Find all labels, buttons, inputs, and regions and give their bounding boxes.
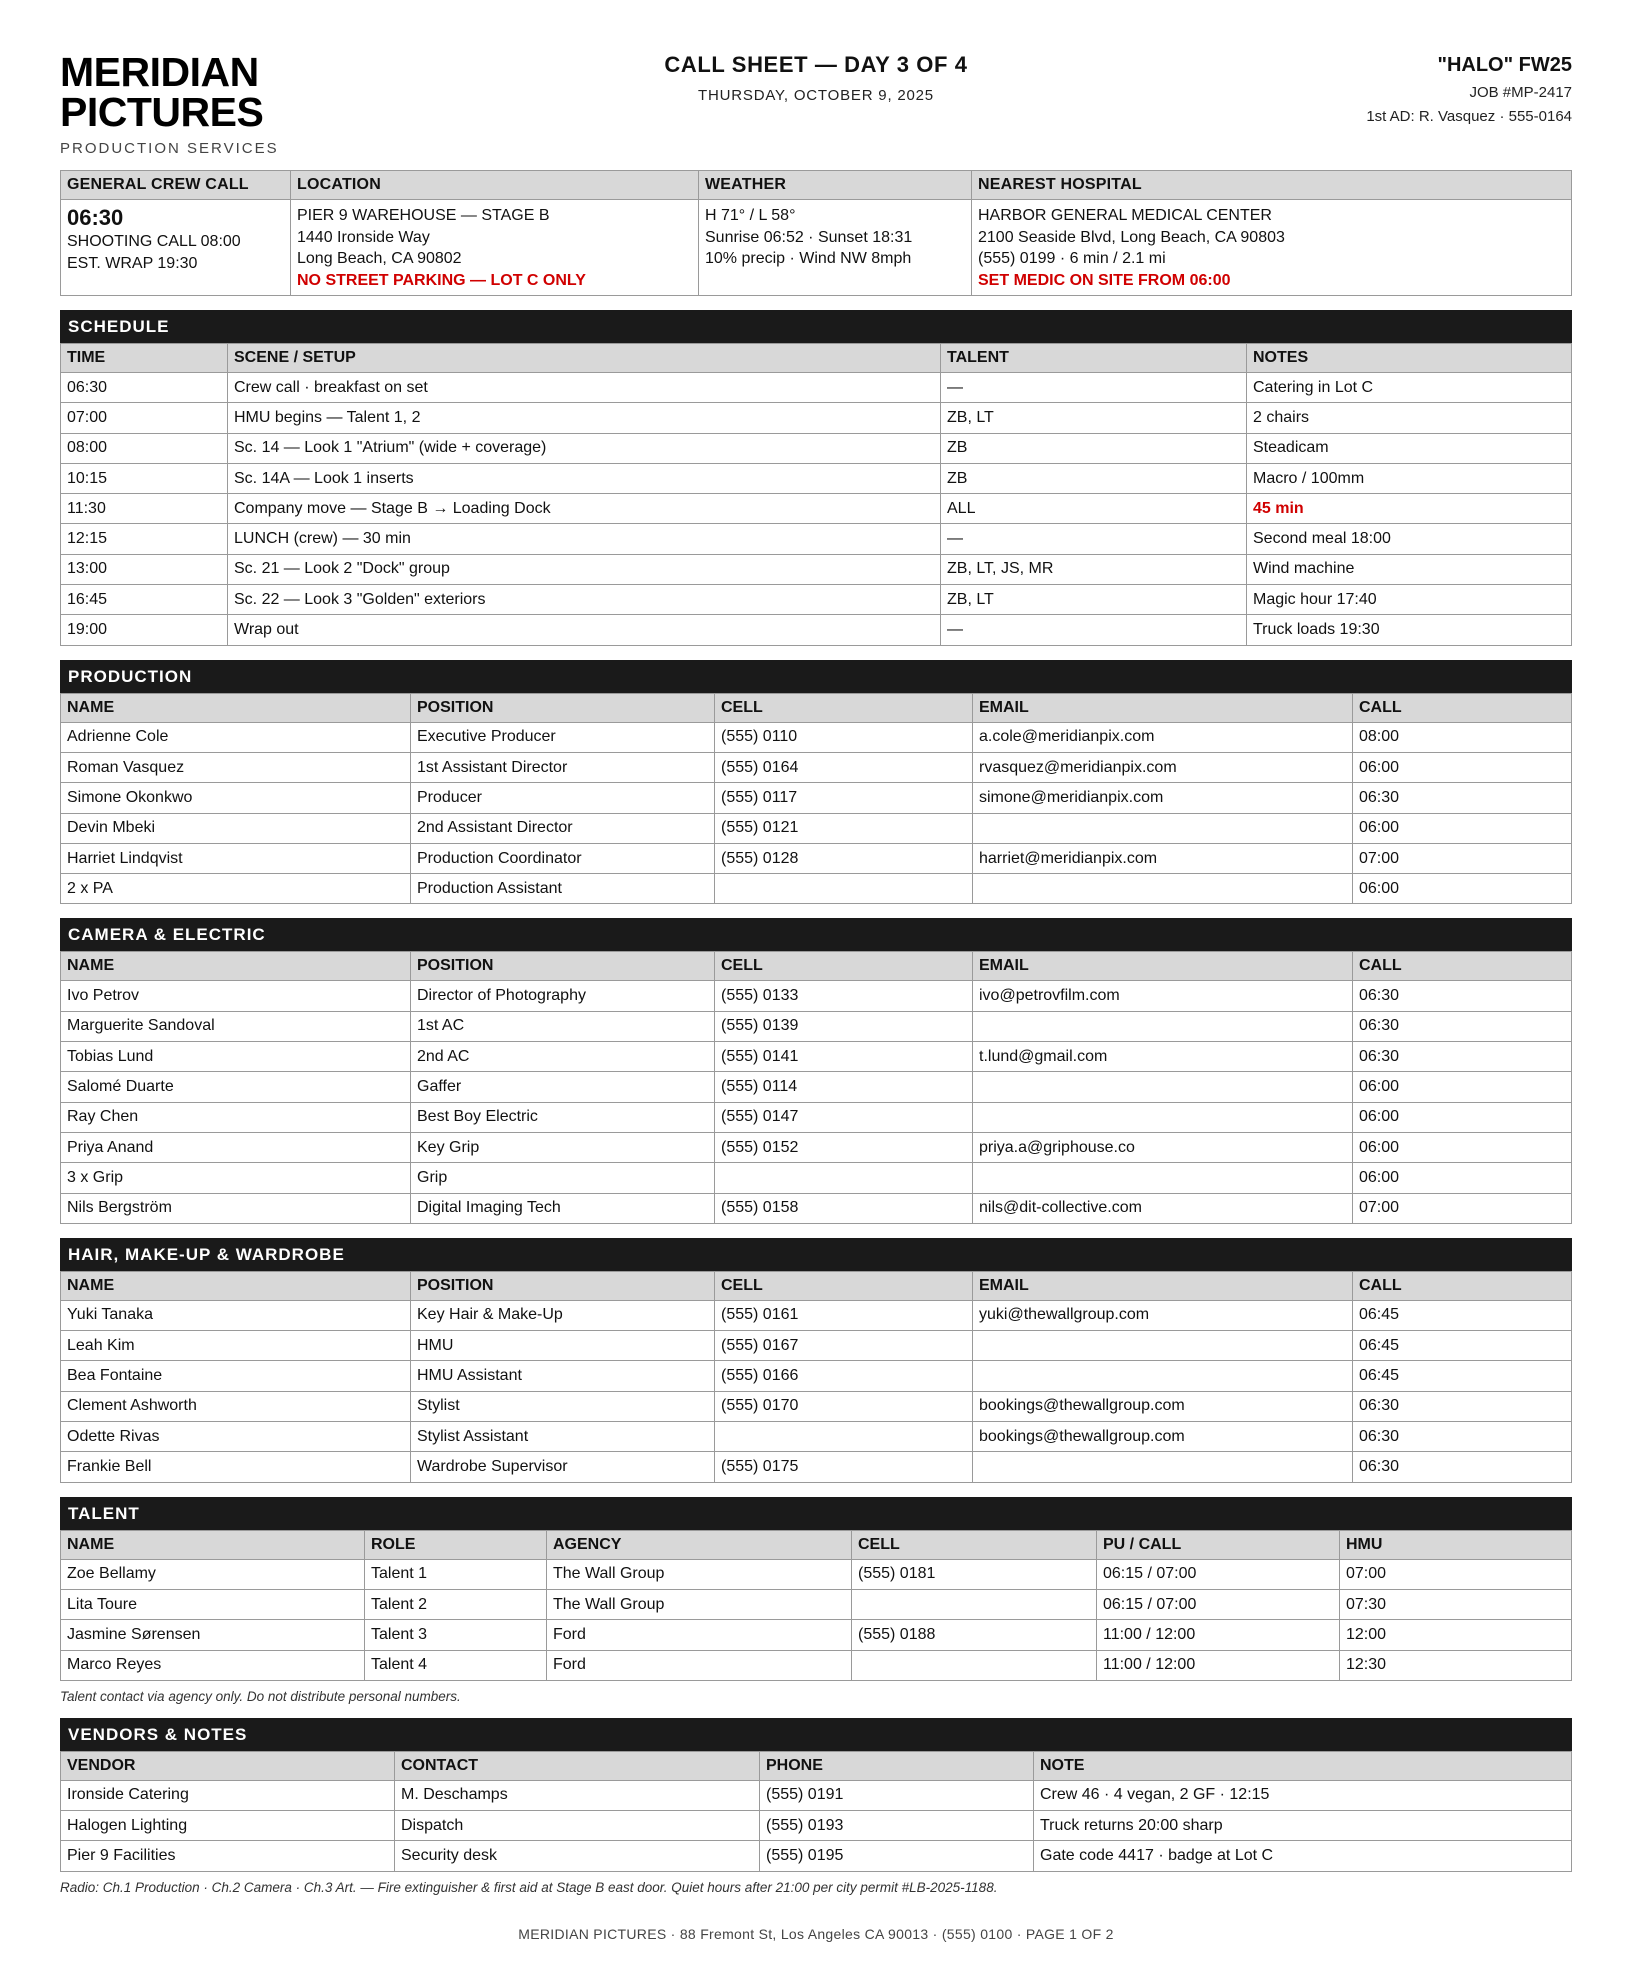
table-cell: (555) 0110 (715, 722, 973, 752)
table-cell: HMU (411, 1331, 715, 1361)
table-cell: (555) 0114 (715, 1072, 973, 1102)
table-cell (973, 1452, 1353, 1482)
table-cell: Production Assistant (411, 874, 715, 904)
table-cell: — (941, 373, 1247, 403)
table-cell: ivo@petrovfilm.com (973, 981, 1353, 1011)
table-cell: 06:45 (1353, 1361, 1572, 1391)
table-cell: Best Boy Electric (411, 1102, 715, 1132)
table-cell: Stylist Assistant (411, 1422, 715, 1452)
brand-subtitle: PRODUCTION SERVICES (60, 140, 279, 157)
table-cell: 06:45 (1353, 1331, 1572, 1361)
job-name: "HALO" FW25 (1437, 54, 1572, 76)
table-cell: Leah Kim (61, 1331, 411, 1361)
table-cell: 07:00 (1353, 843, 1572, 873)
column-header: NOTES (1247, 344, 1572, 373)
table-cell (973, 1361, 1353, 1391)
table-row (61, 1620, 1572, 1650)
table-cell: Key Grip (411, 1132, 715, 1162)
column-header: EMAIL (973, 693, 1353, 722)
table-cell: Yuki Tanaka (61, 1300, 411, 1330)
table-cell: The Wall Group (547, 1589, 852, 1619)
table-cell (973, 1331, 1353, 1361)
table-cell: Executive Producer (411, 722, 715, 752)
table-row (61, 1193, 1572, 1223)
hospital-phone: (555) 0199 · 6 min / 2.1 mi (978, 250, 1166, 267)
table-cell: 3 x Grip (61, 1163, 411, 1193)
table-cell: 06:45 (1353, 1300, 1572, 1330)
table-row (61, 1650, 1572, 1680)
table-cell: Truck returns 20:00 sharp (1034, 1811, 1572, 1841)
page-title: CALL SHEET — DAY 3 OF 4 (664, 52, 968, 77)
table-cell: (555) 0167 (715, 1331, 973, 1361)
table-cell: simone@meridianpix.com (973, 783, 1353, 813)
table-cell: 11:00 / 12:00 (1097, 1650, 1340, 1680)
location-street: 1440 Ironside Way (297, 228, 430, 246)
shooting-call: SHOOTING CALL 08:00 (67, 233, 241, 250)
table-cell (852, 1650, 1097, 1680)
table-cell: 11:00 / 12:00 (1097, 1620, 1340, 1650)
table-row (61, 373, 1572, 403)
table-row (61, 1780, 1572, 1810)
table-cell: Security desk (395, 1841, 760, 1871)
table-cell: 06:00 (1353, 1132, 1572, 1162)
table-row (61, 1300, 1572, 1330)
table-cell: Director of Photography (411, 981, 715, 1011)
table-cell: 06:30 (1353, 783, 1572, 813)
page-footer: MERIDIAN PICTURES · 88 Fremont St, Los Angeles CA 90013 · (555) 0100 · PAGE 1 OF 2 (518, 1926, 1114, 1942)
table-row (61, 1072, 1572, 1102)
table-cell: 06:00 (1353, 813, 1572, 843)
table-cell: Devin Mbeki (61, 813, 411, 843)
table-cell: priya.a@griphouse.co (973, 1132, 1353, 1162)
table-cell: 06:00 (1353, 752, 1572, 782)
title-block (60, 49, 1572, 104)
table-cell: bookings@thewallgroup.com (973, 1391, 1353, 1421)
table-row (61, 1132, 1572, 1162)
table-cell: ZB (941, 463, 1247, 493)
table-cell: (555) 0121 (715, 813, 973, 843)
table-cell: Talent 2 (365, 1589, 547, 1619)
weather-temp: H 71° / L 58° (705, 207, 796, 224)
table-cell: (555) 0158 (715, 1193, 973, 1223)
camera-table (60, 951, 1572, 1223)
table-row (61, 981, 1572, 1011)
table-cell (973, 1102, 1353, 1132)
table-cell: Ford (547, 1650, 852, 1680)
table-cell: Truck loads 19:30 (1247, 615, 1572, 645)
table-cell: Harriet Lindqvist (61, 843, 411, 873)
column-header: SCENE / SETUP (228, 344, 941, 373)
table-cell: 2nd Assistant Director (411, 813, 715, 843)
table-row (61, 874, 1572, 904)
table-cell: Sc. 21 — Look 2 "Dock" group (228, 554, 941, 584)
table-cell: Zoe Bellamy (61, 1559, 365, 1589)
column-header: CELL (715, 1271, 973, 1300)
table-cell: ZB, LT, JS, MR (941, 554, 1247, 584)
table-cell: Marguerite Sandoval (61, 1011, 411, 1041)
table-cell: — (941, 615, 1247, 645)
table-cell: Simone Okonkwo (61, 783, 411, 813)
table-cell: (555) 0161 (715, 1300, 973, 1330)
table-cell: Adrienne Cole (61, 722, 411, 752)
table-cell: 06:30 (61, 373, 228, 403)
table-row (61, 1391, 1572, 1421)
table-cell: 06:00 (1353, 874, 1572, 904)
table-cell: 08:00 (1353, 722, 1572, 752)
table-row (61, 463, 1572, 493)
table-cell: Pier 9 Facilities (61, 1841, 395, 1871)
table-cell: (555) 0152 (715, 1132, 973, 1162)
table-row (61, 1811, 1572, 1841)
table-cell: 12:30 (1340, 1650, 1572, 1680)
info-header-hospital: NEAREST HOSPITAL (972, 171, 1572, 200)
table-cell: ALL (941, 494, 1247, 524)
table-cell: (555) 0181 (852, 1559, 1097, 1589)
column-header: TIME (61, 344, 228, 373)
table-cell (973, 1011, 1353, 1041)
table-cell: Sc. 14A — Look 1 inserts (228, 463, 941, 493)
table-row (61, 615, 1572, 645)
hospital-address: 2100 Seaside Blvd, Long Beach, CA 90803 (978, 228, 1285, 246)
table-cell: Digital Imaging Tech (411, 1193, 715, 1223)
table-cell: Catering in Lot C (1247, 373, 1572, 403)
table-cell: 07:00 (61, 403, 228, 433)
table-cell: Ivo Petrov (61, 981, 411, 1011)
table-cell: 19:00 (61, 615, 228, 645)
info-header-crew-call: GENERAL CREW CALL (61, 171, 291, 200)
table-cell: LUNCH (crew) — 30 min (228, 524, 941, 554)
column-header: NAME (61, 693, 411, 722)
column-header: POSITION (411, 1271, 715, 1300)
table-cell: Grip (411, 1163, 715, 1193)
column-header: CELL (852, 1530, 1097, 1559)
table-row (61, 1589, 1572, 1619)
column-header: NAME (61, 952, 411, 981)
table-cell: (555) 0175 (715, 1452, 973, 1482)
table-cell: 2 chairs (1247, 403, 1572, 433)
table-cell (973, 813, 1353, 843)
table-row (61, 752, 1572, 782)
table-cell: 06:30 (1353, 981, 1572, 1011)
location-cell (291, 200, 699, 296)
talent-note: Talent contact via agency only. Do not distribute personal numbers. (60, 1688, 461, 1704)
crew-call-time: 06:30 (67, 205, 124, 230)
table-cell: 16:45 (61, 585, 228, 615)
schedule-table (60, 343, 1572, 646)
table-cell (973, 874, 1353, 904)
table-cell: 10:15 (61, 463, 228, 493)
table-cell: HMU Assistant (411, 1361, 715, 1391)
production-title: PRODUCTION (60, 660, 1572, 693)
table-row (61, 1163, 1572, 1193)
table-cell: t.lund@gmail.com (973, 1042, 1353, 1072)
table-cell: (555) 0193 (760, 1811, 1034, 1841)
schedule-section (60, 310, 1572, 646)
weather-precip: 10% precip · Wind NW 8mph (705, 250, 912, 267)
table-row (61, 722, 1572, 752)
table-cell: (555) 0141 (715, 1042, 973, 1072)
table-cell: 2nd AC (411, 1042, 715, 1072)
table-cell: Halogen Lighting (61, 1811, 395, 1841)
table-cell: Ironside Catering (61, 1780, 395, 1810)
column-header: PU / CALL (1097, 1530, 1340, 1559)
table-cell: a.cole@meridianpix.com (973, 722, 1353, 752)
table-cell: (555) 0195 (760, 1841, 1034, 1871)
column-header: CALL (1353, 693, 1572, 722)
table-cell: (555) 0188 (852, 1620, 1097, 1650)
hospital-cell (972, 200, 1572, 296)
column-header: POSITION (411, 693, 715, 722)
table-cell: ZB, LT (941, 403, 1247, 433)
table-cell: M. Deschamps (395, 1780, 760, 1810)
table-cell: HMU begins — Talent 1, 2 (228, 403, 941, 433)
column-header: NAME (61, 1271, 411, 1300)
table-row (61, 1361, 1572, 1391)
column-header: CONTACT (395, 1751, 760, 1780)
column-header: TALENT (941, 344, 1247, 373)
table-cell: 07:30 (1340, 1589, 1572, 1619)
shoot-date: THURSDAY, OCTOBER 9, 2025 (698, 87, 934, 104)
table-row (61, 1102, 1572, 1132)
column-header: AGENCY (547, 1530, 852, 1559)
table-cell: 11:30 (61, 494, 228, 524)
table-cell: Dispatch (395, 1811, 760, 1841)
table-cell: rvasquez@meridianpix.com (973, 752, 1353, 782)
column-header: CALL (1353, 952, 1572, 981)
radio-note: Radio: Ch.1 Production · Ch.2 Camera · Ch.3 Art. — Fire extinguisher & first aid at Stage B east door. Quiet hours after 21:00 per city permit #LB-2025-1188. (60, 1879, 998, 1895)
table-row (61, 1452, 1572, 1482)
table-cell: Company move — Stage B → Loading Dock (228, 494, 941, 524)
hmu-section (60, 1238, 1572, 1483)
table-cell: (555) 0166 (715, 1361, 973, 1391)
table-cell: Wardrobe Supervisor (411, 1452, 715, 1482)
column-header: HMU (1340, 1530, 1572, 1559)
table-cell: Talent 3 (365, 1620, 547, 1650)
table-cell: Lita Toure (61, 1589, 365, 1619)
column-header: VENDOR (61, 1751, 395, 1780)
job-block (1366, 54, 1572, 125)
info-grid (60, 170, 1572, 296)
schedule-title: SCHEDULE (60, 310, 1572, 343)
talent-section (60, 1497, 1572, 1704)
info-header-location: LOCATION (291, 171, 699, 200)
column-header: ROLE (365, 1530, 547, 1559)
weather-cell (699, 200, 972, 296)
medic-alert: SET MEDIC ON SITE FROM 06:00 (978, 271, 1231, 289)
table-cell: 06:15 / 07:00 (1097, 1559, 1340, 1589)
table-cell: (555) 0147 (715, 1102, 973, 1132)
table-cell: 07:00 (1353, 1193, 1572, 1223)
location-city: Long Beach, CA 90802 (297, 250, 462, 267)
camera-title: CAMERA & ELECTRIC (60, 918, 1572, 951)
table-cell: 06:00 (1353, 1163, 1572, 1193)
table-row (61, 1559, 1572, 1589)
table-cell: Nils Bergström (61, 1193, 411, 1223)
table-row (61, 494, 1572, 524)
table-cell: Gate code 4417 · badge at Lot C (1034, 1841, 1572, 1871)
table-cell: (555) 0133 (715, 981, 973, 1011)
job-number: JOB #MP-2417 (1469, 84, 1572, 101)
table-cell: The Wall Group (547, 1559, 852, 1589)
table-cell: (555) 0191 (760, 1780, 1034, 1810)
table-row (61, 813, 1572, 843)
table-cell: Wrap out (228, 615, 941, 645)
table-cell: 06:30 (1353, 1011, 1572, 1041)
table-cell: 06:15 / 07:00 (1097, 1589, 1340, 1619)
table-cell: ZB, LT (941, 585, 1247, 615)
table-cell (973, 1072, 1353, 1102)
table-row (61, 585, 1572, 615)
table-cell: Key Hair & Make-Up (411, 1300, 715, 1330)
table-cell: Magic hour 17:40 (1247, 585, 1572, 615)
table-cell: Producer (411, 783, 715, 813)
column-header: CELL (715, 693, 973, 722)
table-cell: 06:30 (1353, 1422, 1572, 1452)
table-cell (715, 874, 973, 904)
table-cell: (555) 0128 (715, 843, 973, 873)
table-cell: 07:00 (1340, 1559, 1572, 1589)
table-row (61, 433, 1572, 463)
table-cell (715, 1422, 973, 1452)
table-cell: bookings@thewallgroup.com (973, 1422, 1353, 1452)
table-cell: 45 min (1247, 494, 1572, 524)
crew-call-cell (61, 200, 291, 296)
table-cell: Frankie Bell (61, 1452, 411, 1482)
vendors-title: VENDORS & NOTES (60, 1718, 1572, 1751)
table-cell: Crew call · breakfast on set (228, 373, 941, 403)
column-header: EMAIL (973, 1271, 1353, 1300)
table-row (61, 1422, 1572, 1452)
table-cell: nils@dit-collective.com (973, 1193, 1353, 1223)
hmu-table (60, 1271, 1572, 1483)
column-header: NAME (61, 1530, 365, 1559)
table-cell: (555) 0170 (715, 1391, 973, 1421)
table-cell: 12:00 (1340, 1620, 1572, 1650)
table-cell: Salomé Duarte (61, 1072, 411, 1102)
table-cell: yuki@thewallgroup.com (973, 1300, 1353, 1330)
table-cell: Stylist (411, 1391, 715, 1421)
table-row (61, 554, 1572, 584)
table-cell: (555) 0139 (715, 1011, 973, 1041)
table-cell: 1st AC (411, 1011, 715, 1041)
table-cell: Talent 1 (365, 1559, 547, 1589)
first-ad-contact: 1st AD: R. Vasquez · 555-0164 (1366, 108, 1572, 125)
table-row (61, 524, 1572, 554)
talent-title: TALENT (60, 1497, 1572, 1530)
table-cell: Marco Reyes (61, 1650, 365, 1680)
table-cell: Talent 4 (365, 1650, 547, 1680)
vendors-section (60, 1718, 1572, 1895)
table-cell: Macro / 100mm (1247, 463, 1572, 493)
table-cell (973, 1163, 1353, 1193)
table-row (61, 1331, 1572, 1361)
table-cell: — (941, 524, 1247, 554)
camera-section (60, 918, 1572, 1223)
table-row (61, 1841, 1572, 1871)
table-cell: 12:15 (61, 524, 228, 554)
table-cell: Production Coordinator (411, 843, 715, 873)
table-cell: Ford (547, 1620, 852, 1650)
vendors-table (60, 1751, 1572, 1872)
hmu-title: HAIR, MAKE-UP & WARDROBE (60, 1238, 1572, 1271)
table-cell: 06:00 (1353, 1102, 1572, 1132)
production-table (60, 693, 1572, 905)
table-row (61, 783, 1572, 813)
talent-table (60, 1530, 1572, 1681)
column-header: CALL (1353, 1271, 1572, 1300)
table-cell: 06:30 (1353, 1391, 1572, 1421)
table-row (61, 1042, 1572, 1072)
table-row (61, 843, 1572, 873)
table-cell: 06:30 (1353, 1042, 1572, 1072)
table-cell: Bea Fontaine (61, 1361, 411, 1391)
table-row (61, 1011, 1572, 1041)
table-cell: 2 x PA (61, 874, 411, 904)
table-cell: 13:00 (61, 554, 228, 584)
column-header: CELL (715, 952, 973, 981)
column-header: EMAIL (973, 952, 1353, 981)
info-header-weather: WEATHER (699, 171, 972, 200)
table-cell: 06:00 (1353, 1072, 1572, 1102)
table-cell: Crew 46 · 4 vegan, 2 GF · 12:15 (1034, 1780, 1572, 1810)
hospital-name: HARBOR GENERAL MEDICAL CENTER (978, 207, 1272, 224)
table-row (61, 403, 1572, 433)
table-cell: Wind machine (1247, 554, 1572, 584)
table-cell: Odette Rivas (61, 1422, 411, 1452)
column-header: NOTE (1034, 1751, 1572, 1780)
table-cell: harriet@meridianpix.com (973, 843, 1353, 873)
table-cell (715, 1163, 973, 1193)
header (60, 50, 1572, 162)
parking-alert: NO STREET PARKING — LOT C ONLY (297, 271, 586, 289)
table-cell: Ray Chen (61, 1102, 411, 1132)
table-cell: Sc. 14 — Look 1 "Atrium" (wide + coverage) (228, 433, 941, 463)
table-cell: Second meal 18:00 (1247, 524, 1572, 554)
table-cell: Sc. 22 — Look 3 "Golden" exteriors (228, 585, 941, 615)
table-cell: Gaffer (411, 1072, 715, 1102)
table-cell: Tobias Lund (61, 1042, 411, 1072)
brand-line-2: PICTURES (60, 89, 264, 135)
location-name: PIER 9 WAREHOUSE — STAGE B (297, 207, 550, 224)
table-cell: (555) 0164 (715, 752, 973, 782)
table-cell: Priya Anand (61, 1132, 411, 1162)
table-cell: ZB (941, 433, 1247, 463)
table-cell: Steadicam (1247, 433, 1572, 463)
table-cell: (555) 0117 (715, 783, 973, 813)
table-cell: 1st Assistant Director (411, 752, 715, 782)
table-cell: Jasmine Sørensen (61, 1620, 365, 1650)
column-header: POSITION (411, 952, 715, 981)
brand-line-1: MERIDIAN (60, 49, 259, 95)
table-cell: Clement Ashworth (61, 1391, 411, 1421)
table-cell: 08:00 (61, 433, 228, 463)
weather-sun: Sunrise 06:52 · Sunset 18:31 (705, 228, 913, 246)
table-cell: 06:30 (1353, 1452, 1572, 1482)
table-cell: Roman Vasquez (61, 752, 411, 782)
est-wrap: EST. WRAP 19:30 (67, 254, 198, 272)
column-header: PHONE (760, 1751, 1034, 1780)
table-cell (852, 1589, 1097, 1619)
production-section (60, 660, 1572, 905)
